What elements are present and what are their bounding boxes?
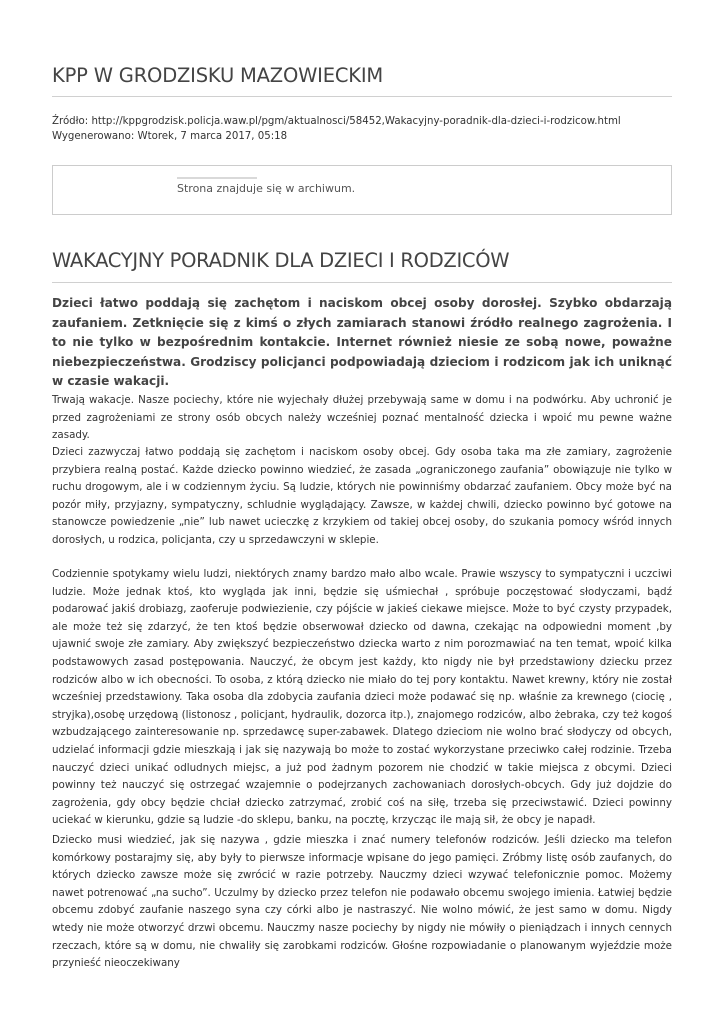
title-divider — [52, 96, 672, 97]
archive-notice-bar — [177, 177, 257, 179]
source-line: Źródło: http://kppgrodzisk.policja.waw.pl/pgm/aktualnosci/58452,Wakacyjny-poradnik-dla-dzieci-i-rodzicow.html — [52, 116, 621, 127]
site-title: KPP W GRODZISKU MAZOWIECKIM — [52, 64, 384, 87]
article-lead: Dzieci łatwo poddają się zachętom i naciskom obcej osoby dorosłej. Szybko obdarzają zaufaniem. Zetknięcie się z kimś o złych zamiarach stanowi źródło realnego zagrożenia. I to nie tylko w bezpośrednim kontakcie. Internet również niesie ze sobą nowe, poważne niebezpieczeństwa. Grodziscy policjanci podpowiadają dzieciom i rodzicom jak ich uniknąć w czasie wakacji. — [52, 296, 672, 388]
archive-notice-text: Strona znajduje się w archiwum. — [177, 182, 356, 195]
article-paragraph-2: Dzieci zazwyczaj łatwo poddają się zachętom i naciskom osoby obcej. Gdy osoba taka ma złe zamiary, zagrożenie przybiera realną postać. Każde dziecko powinno wiedzieć, że zasada „ograniczonego zaufania” obowiązuje nie tylko w ruchu drogowym, ale i w codziennym życiu. Są ludzie, których nie powinniśmy obdarzać zaufaniem. Obcy może być na pozór miły, przyjazny, sympatyczny, schludnie wyglądający. Zawsze, w każdej chwili, dziecko powinno być gotowe na stanowcze powiedzenie „nie” lub nawet ucieczkę z krzykiem od takiej obcej osoby, do szukania pomocy wśród innych dorosłych, u rodzica, policjanta, czy u sprzedawczyni w sklepie. — [52, 446, 672, 546]
document-meta — [52, 114, 621, 144]
article-title: WAKACYJNY PORADNIK DLA DZIECI I RODZICÓW — [52, 249, 510, 272]
article-paragraph-1: Trwają wakacje. Nasze pociechy, które nie wyjechały dłużej przebywają same w domu i na podwórku. Aby uchronić je przed zagrożeniami ze strony osób obcych należy wcześniej poznać mentalność dziecka i wpoić mu pewne ważne zasady. — [52, 394, 672, 442]
generated-line: Wygenerowano: Wtorek, 7 marca 2017, 05:18 — [52, 131, 288, 142]
archive-notice-box — [52, 165, 672, 215]
article-paragraph-4: Dziecko musi wiedzieć, jak się nazywa , gdzie mieszka i znać numery telefonów rodziców. Jeśli dziecko ma telefon komórkowy postarajmy się, aby były to pierwsze informacje wpisane do jego pamięci. Zróbmy listę osób zaufanych, do których dziecko zawsze może się zwrócić w razie potrzeby. Nauczmy dzieci wzywać telefonicznie pomoc. Możemy nawet potrenować „na sucho”. Uczulmy by dziecko przez telefon nie podawało obcemu swojego imienia. Łatwiej będzie obcemu zdobyć zaufanie naszego syna czy córki albo je nastraszyć. Nie wolno mówić, że jest samo w domu. Nigdy wtedy nie może otworzyć drzwi obcemu. Nauczmy nasze pociechy by nigdy nie mówiły o pieniądzach i innych cennych rzeczach, które są w domu, nie chwaliły się zarobkami rodziców. Głośne rozpowiadanie o planowanym wyjeździe może przynieść nieoczekiwany — [52, 834, 672, 970]
article-paragraph-3: Codziennie spotykamy wielu ludzi, niektórych znamy bardzo mało albo wcale. Prawie wszyscy to sympatyczni i uczciwi ludzie. Może jednak ktoś, kto wygląda jak inni, będzie się uśmiechał , spróbuje poczęstować słodyczami, bądź podarować jakiś drobiazg, zaoferuje podwiezienie, czy pójście w jakieś ciekawe miejsce. Może to być czysty przypadek, ale może też się zdarzyć, że ten ktoś będzie obserwował dziecko od dawna, czekając na odpowiedni moment ,by ujawnić swoje złe zamiary. Aby zwiększyć bezpieczeństwo dziecka warto z nim porozmawiać na ten temat, wpoić kilka podstawowych zasad postępowania. Nauczyć, że obcym jest każdy, kto nigdy nie był przedstawiony dziecku przez rodziców albo w ich obecności. To osoba, z którą dziecko nie miało do tej pory kontaktu. Nawet krewny, który nie został wcześniej przedstawiony. Taka osoba dla zdobycia zaufania dzieci może podawać się np. właśnie za krewnego (ciocię , stryjka),osobę urzędową (listonosz , policjant, hydraulik, dozorca itp.), znajomego rodziców, albo żebraka, czy też kogoś wzbudzającego zainteresowanie np. sprzedawcę super-zabawek. Dlatego dzieciom nie wolno brać słodyczy od obcych, udzielać informacji gdzie mieszkają i jak się nazywają bo może to zostać wykorzystane przeciwko całej rodzinie. Trzeba nauczyć dzieci unikać odludnych miejsc, a już pod żadnym pozorem nie chodzić w takie miejsca z obcymi. Dzieci powinny też nauczyć się ostrzegać wzajemnie o podejrzanych zachowaniach dorosłych-obcych. Gdy już dojdzie do zagrożenia, gdy obcy będzie chciał dziecko zatrzymać, zrobić coś na siłę, trzeba się przeciwstawić. Dzieci powinny uciekać w kierunku, gdzie są ludzie -do sklepu, banku, na pocztę, krzycząc ile mają sił, że obcy je napadł. — [52, 568, 672, 827]
article-title-divider — [52, 282, 672, 283]
